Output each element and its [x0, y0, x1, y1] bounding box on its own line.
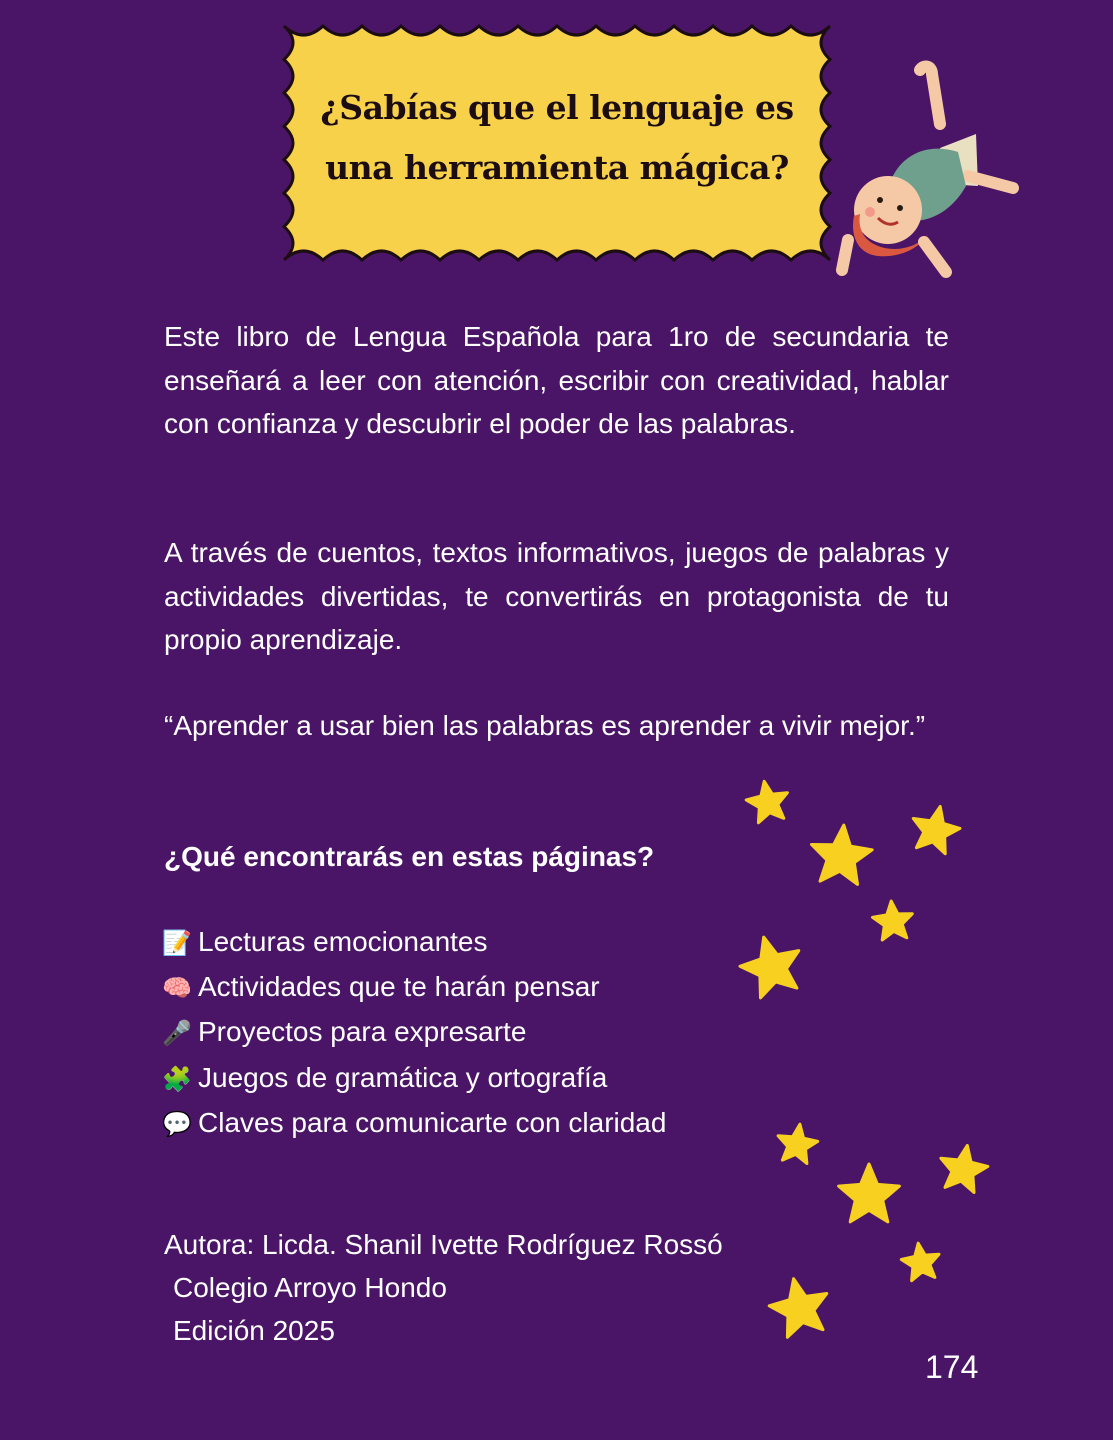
quote-paragraph: “Aprender a usar bien las palabras es aprender a vivir mejor.”	[164, 710, 926, 741]
star-icon	[812, 825, 873, 884]
feature-label: Juegos de gramática y ortografía	[198, 1061, 608, 1093]
feature-label: Claves para comunicarte con claridad	[198, 1106, 667, 1138]
school-line: Colegio Arroyo Hondo	[173, 1272, 447, 1303]
star-icon	[873, 901, 913, 940]
star-icon	[941, 1145, 988, 1192]
star-icon	[778, 1124, 818, 1163]
speech-bubble-icon: 💬	[162, 1109, 192, 1138]
page-number: 174	[925, 1349, 979, 1385]
activities-paragraph: A través de cuentos, textos informativos, juegos de palabras y actividades divertidas, te convertirás en protagonista de tu propio aprendizaje.	[164, 537, 949, 655]
star-icon	[913, 807, 960, 854]
intro-paragraph: Este libro de Lengua Española para 1ro de secundaria te enseñará a leer con atención, escribir con creatividad, hablar con confianza y descubrir el poder de las palabras.	[164, 321, 949, 439]
edition-line: Edición 2025	[173, 1315, 335, 1346]
memo-icon: 📝	[162, 929, 192, 957]
features-heading: ¿Qué encontrarás en estas páginas?	[164, 841, 655, 872]
microphone-icon: 🎤	[162, 1019, 192, 1048]
feature-label: Lecturas emocionantes	[198, 926, 488, 957]
author-line: Autora: Licda. Shanil Ivette Rodríguez Rossó	[164, 1229, 723, 1260]
star-icon	[746, 781, 787, 823]
feature-label: Proyectos para expresarte	[198, 1016, 527, 1048]
star-icon	[769, 1279, 827, 1338]
banner-title: ¿Sabías que el lenguaje es una herramienta mágica?	[320, 88, 794, 187]
star-icon	[839, 1164, 900, 1222]
star-icon	[740, 937, 799, 998]
feature-label: Actividades que te harán pensar	[198, 971, 600, 1003]
star-icon	[901, 1243, 939, 1281]
brain-icon: 🧠	[162, 974, 192, 1003]
puzzle-icon: 🧩	[162, 1064, 192, 1093]
